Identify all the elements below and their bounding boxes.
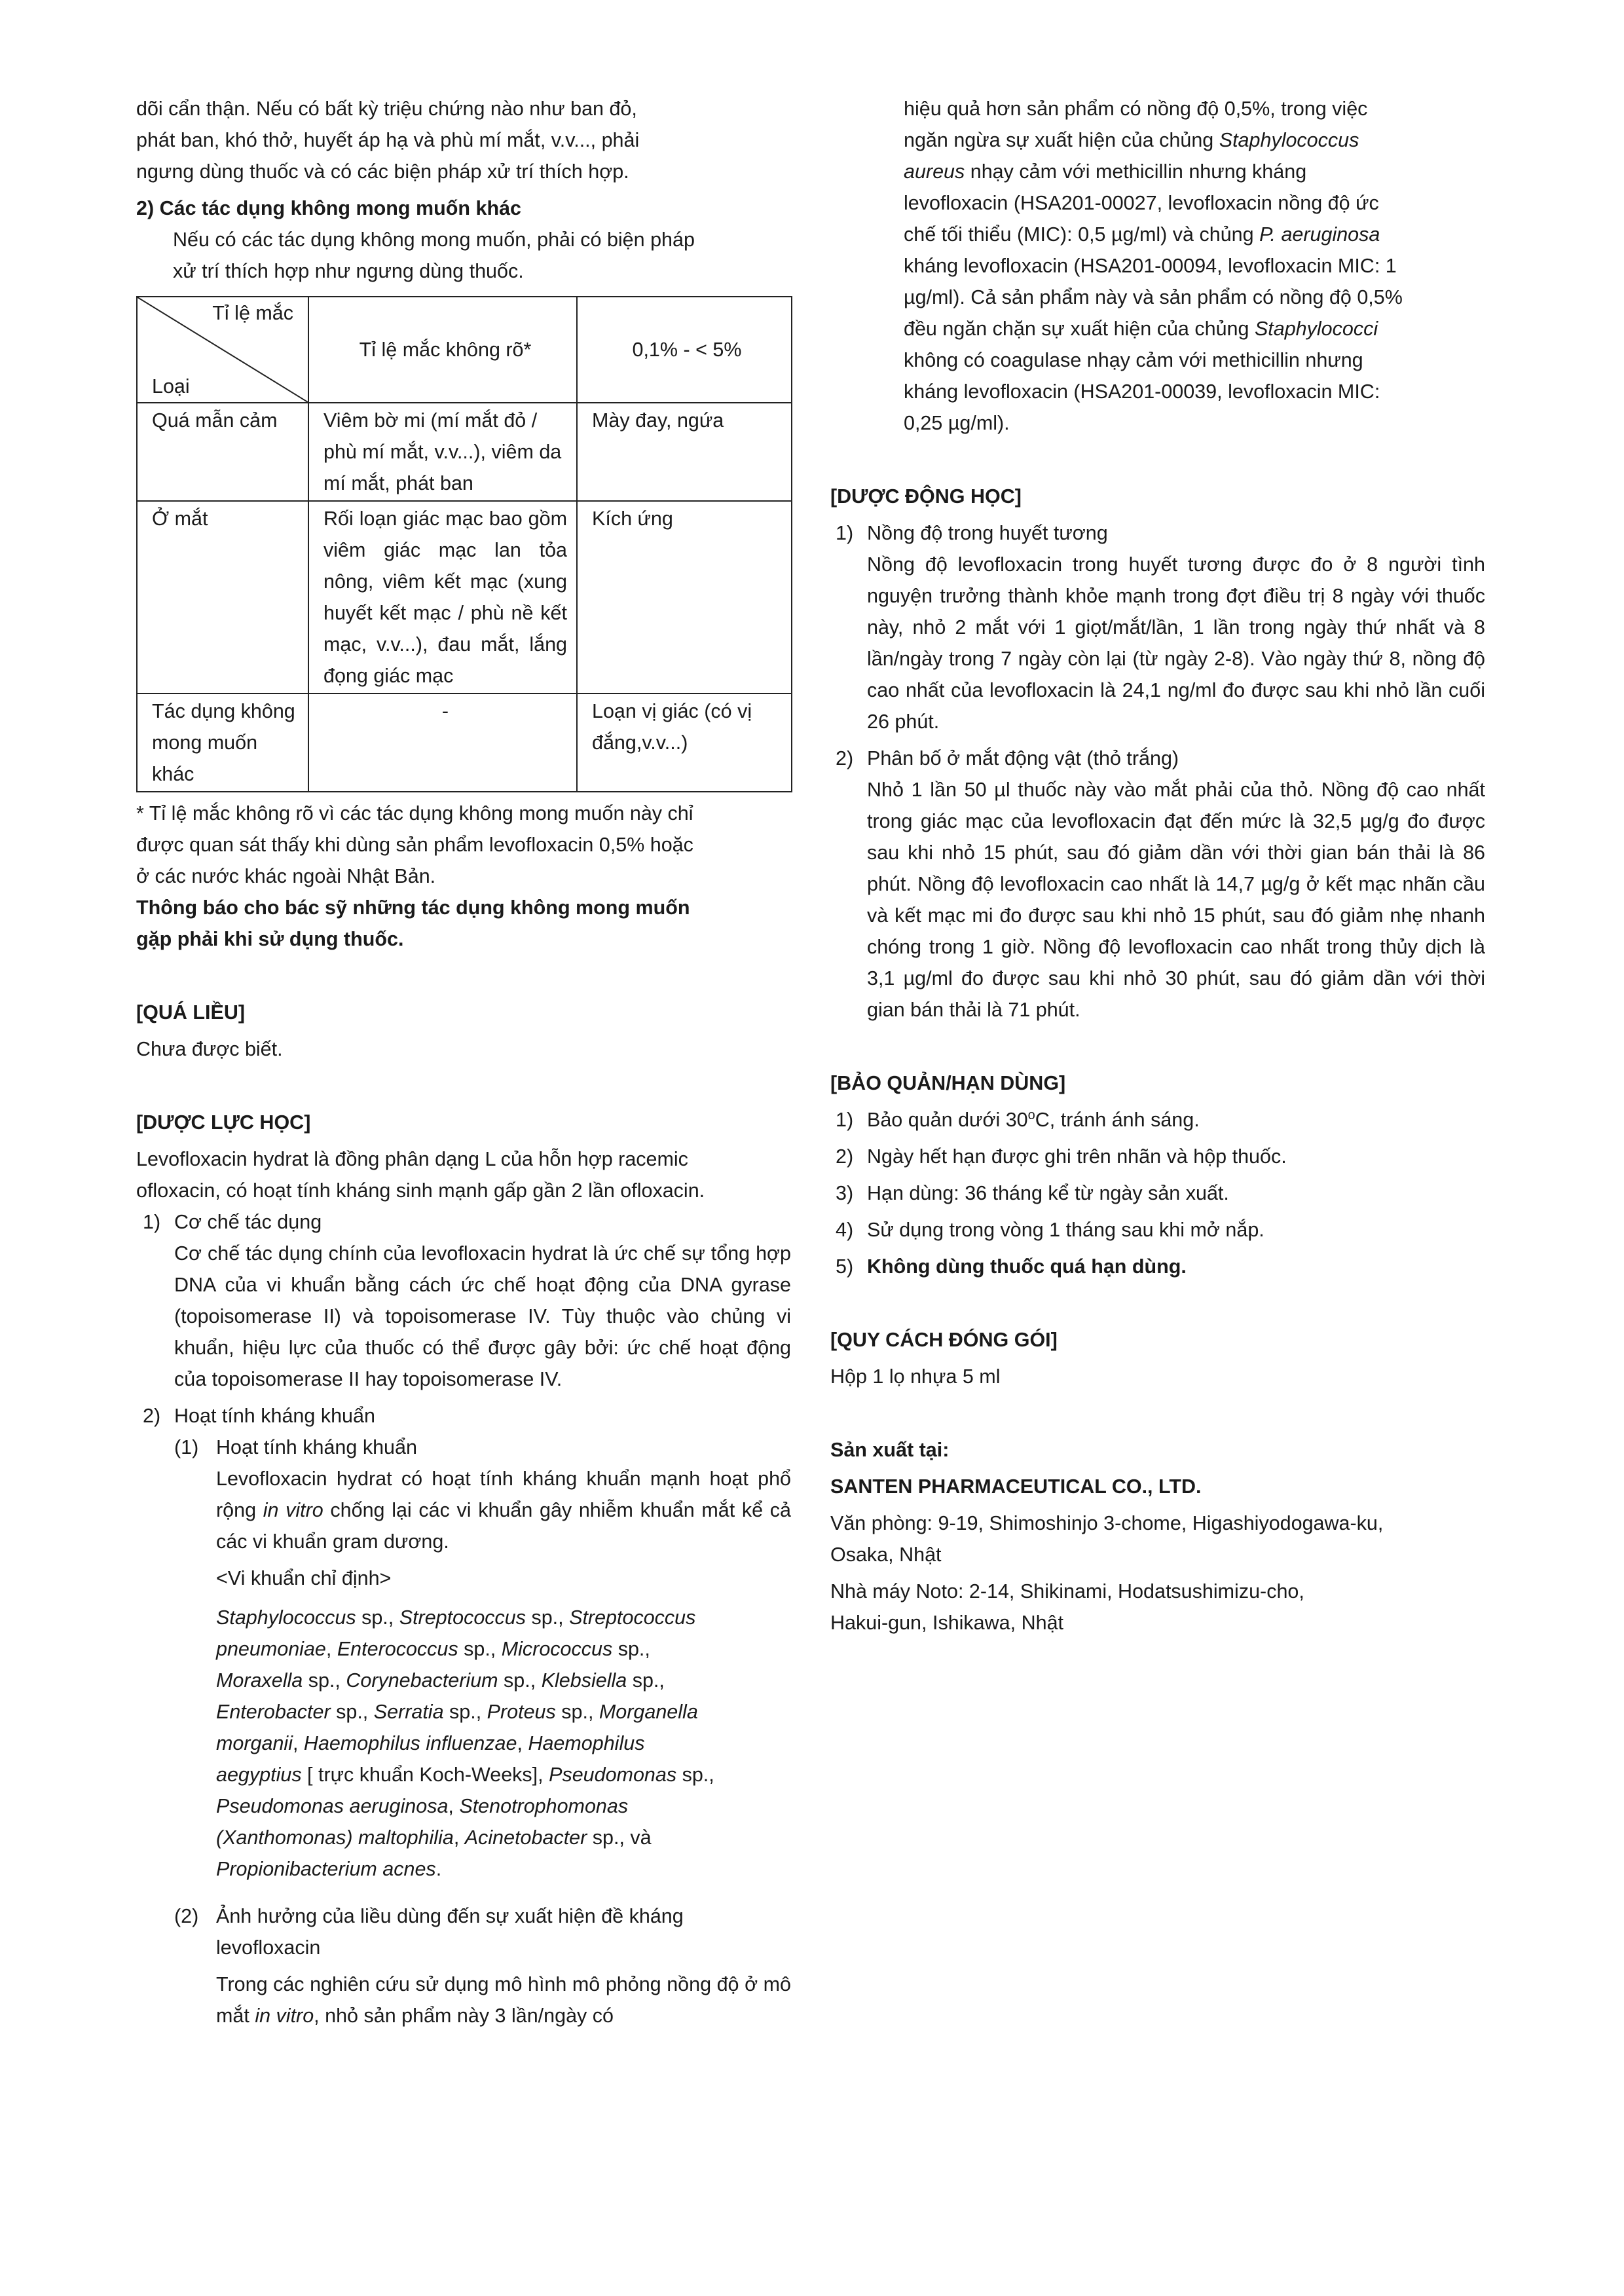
address-line: Osaka, Nhật: [830, 1544, 942, 1566]
pk-item-2: [830, 743, 1485, 774]
header-rate-range: 0,1% - < 5%: [577, 297, 792, 403]
text-part: sp.,: [676, 1764, 714, 1786]
italic-text: Acinetobacter: [464, 1826, 587, 1849]
italic-text: Klebsiella: [541, 1669, 627, 1692]
item-text: [867, 1104, 1485, 1136]
other-effects-heading: 2) Các tác dụng không mong muốn khác: [136, 197, 522, 219]
pd-intro-line: ofloxacin, có hoạt tính kháng sinh mạnh gấp gần 2 lần ofloxacin.: [136, 1179, 705, 1202]
pharmacokinetics-heading: [DƯỢC ĐỘNG HỌC]: [830, 485, 1022, 508]
pk-item-1-text: Nồng độ levofloxacin trong huyết tương được đo ở 8 người tình nguyện trưởng thành khỏe mạnh trong đợt điều trị 8 ngày với thuốc này, nhỏ 2 mắt với 1 giọt/mắt/lần, 1 lần trong ngày thứ nhất và 8 lần/ngày trong 7 ngày còn lại (từ ngày 2-8). Vào ngày thứ 8, nồng độ cao nhất của levofloxacin là 24,1 ng/ml đo được sau khi nhỏ lần cuối 26 phút.: [867, 553, 1485, 733]
row-type: Ở mắt: [137, 501, 308, 694]
italic-text: Enterococcus: [337, 1638, 458, 1660]
italic-text: Streptococcus: [399, 1606, 526, 1629]
text-part: ,: [517, 1732, 528, 1754]
bacteria-line: [216, 1633, 791, 1665]
notify-doctor-note: [136, 892, 791, 955]
footnote-line: được quan sát thấy khi dùng sản phẩm levofloxacin 0,5% hoặc: [136, 834, 693, 856]
italic-text: Propionibacterium acnes: [216, 1858, 436, 1880]
row-rate: Mày đay, ngứa: [577, 403, 792, 501]
text-part: kháng levofloxacin (HSA201-00039, levofloxacin MIC:: [904, 380, 1380, 403]
row-rate: Loạn vị giác (có vị đắng,v.v...): [577, 694, 792, 792]
italic-text: Corynebacterium: [346, 1669, 498, 1692]
item-text: Không dùng thuốc quá hạn dùng.: [867, 1255, 1187, 1278]
text-part: , nhỏ sản phẩm này 3 lần/ngày có: [314, 2005, 614, 2027]
text-part: ,: [453, 1826, 465, 1849]
table-header-row: [137, 297, 792, 403]
italic-text: aureus: [904, 160, 965, 183]
intro-line: phát ban, khó thở, huyết áp hạ và phù mí mắt, v.v..., phải: [136, 129, 640, 151]
pd-intro: [136, 1143, 791, 1206]
continuation-line: [904, 282, 1485, 313]
continuation-line: [904, 313, 1485, 344]
text-part: sp.,: [330, 1701, 374, 1723]
italic-text: P. aeruginosa: [1259, 223, 1380, 246]
item-number: 4): [836, 1219, 854, 1241]
table-row: [137, 694, 792, 792]
text-part: [ trực khuẩn Koch-Weeks],: [301, 1764, 549, 1786]
italic-text: Enterobacter: [216, 1701, 331, 1723]
continuation-line: [904, 376, 1485, 407]
intro-line: ngưng dùng thuốc và có các biện pháp xử trí thích hợp.: [136, 160, 629, 183]
item-title: Nồng độ trong huyết tương: [867, 522, 1108, 544]
other-effects-text: [136, 224, 791, 287]
right-column: [830, 93, 1485, 1639]
text-part: sp.,: [356, 1606, 399, 1629]
item-text: Sử dụng trong vòng 1 tháng sau khi mở nắp.: [867, 1219, 1264, 1241]
italic-text: Micrococcus: [501, 1638, 613, 1660]
pk-item-2-text: Nhỏ 1 lần 50 µl thuốc này vào mắt phải của thỏ. Nồng độ cao nhất trong giác mạc của levofloxacin đạt đến mức là 32,5 µg/g đo được sau khi nhỏ 15 phút, sau đó giảm dần với thời gian bán thải là 86 phút. Nồng độ levofloxacin cao nhất là 14,7 µg/g ở kết mạc nhãn cầu và kết mạc mi đo được sau khi nhỏ 15 phút, sau đó giảm nhẹ nhanh chóng trong 1 giờ. Nồng độ levofloxacin cao nhất trong thủy dịch là 3,1 µg/ml đo được sau khi nhỏ 30 phút, sau đó giảm dần với thời gian bán thải là 71 phút.: [867, 779, 1485, 1021]
notify-line: Thông báo cho bác sỹ những tác dụng không mong muốn: [136, 897, 690, 919]
text-part: ,: [292, 1732, 304, 1754]
continuation-line: [904, 219, 1485, 250]
storage-item: [830, 1104, 1485, 1136]
text-line: xử trí thích hợp như ngưng dùng thuốc.: [173, 260, 524, 282]
packaging-heading: [QUY CÁCH ĐÓNG GÓI]: [830, 1329, 1058, 1351]
text-part: Trong các nghiên cứu sử dụng mô hình mô phỏng nồng độ ở mô mắt: [216, 1973, 791, 2027]
storage-item: [830, 1214, 1485, 1246]
text-line: Nếu có các tác dụng không mong muốn, phải có biện pháp: [173, 229, 695, 251]
text-part: sp.,: [443, 1701, 487, 1723]
address-line: Hakui-gun, Ishikawa, Nhật: [830, 1612, 1064, 1634]
continuation-line: [904, 187, 1485, 219]
item-number: 5): [836, 1255, 854, 1278]
text-part: hiệu quả hơn sản phẩm có nồng độ 0,5%, trong việc: [904, 98, 1368, 120]
pd-intro-line: Levofloxacin hydrat là đồng phân dạng L của hỗn hợp racemic: [136, 1148, 688, 1170]
text-part: 0,25 µg/ml).: [904, 412, 1010, 434]
bacteria-line: [216, 1853, 791, 1885]
continuation-line: [904, 407, 1485, 439]
italic-text: Serratia: [373, 1701, 444, 1723]
continuation-line: [904, 250, 1485, 282]
italic-text: (Xanthomonas): [216, 1826, 353, 1849]
row-unknown: Rối loạn giác mạc bao gồm viêm giác mạc lan tỏa nông, viêm kết mạc (xung huyết kết mạc / phù nề kết mạc, v.v...), đau mắt, lắng đọng giác mạc: [308, 501, 577, 694]
address-line: Văn phòng: 9-19, Shimoshinjo 3-chome, Higashiyodogawa-ku,: [830, 1512, 1384, 1534]
resistance-continuation: [830, 93, 1485, 439]
manufacturer-label: Sản xuất tại:: [830, 1439, 950, 1461]
footnote-line: ở các nước khác ngoài Nhật Bản.: [136, 865, 436, 887]
item-number: (2): [174, 1905, 199, 1927]
text-part: ,: [325, 1638, 337, 1660]
indicated-bacteria-label: <Vi khuẩn chỉ định>: [216, 1567, 392, 1589]
item-title: Phân bố ở mắt động vật (thỏ trắng): [867, 747, 1179, 769]
italic-text: Staphylococci: [1254, 318, 1378, 340]
item-number: 2): [836, 747, 854, 769]
text-part: sp.,: [458, 1638, 502, 1660]
corner-cell: [137, 297, 308, 403]
italic-text: Haemophilus: [528, 1732, 645, 1754]
bacteria-line: [216, 1696, 791, 1728]
text-part: không có coagulase nhạy cảm với methicillin nhưng: [904, 349, 1363, 371]
italic-text: Haemophilus: [303, 1732, 420, 1754]
continuation-line: [904, 93, 1485, 124]
italic-text: Proteus: [487, 1701, 556, 1723]
italic-text: maltophilia: [358, 1826, 454, 1849]
italic-text: Moraxella: [216, 1669, 303, 1692]
text-part: sp.,: [526, 1606, 570, 1629]
text-part: sp., và: [587, 1826, 652, 1849]
text-part: levofloxacin (HSA201-00027, levofloxacin nồng độ ức: [904, 192, 1379, 214]
manufacturer-name: SANTEN PHARMACEUTICAL CO., LTD.: [830, 1475, 1202, 1498]
mechanism-text: Cơ chế tác dụng chính của levofloxacin hydrat là ức chế sự tổng hợp DNA của vi khuẩn bằng cách ức chế hoạt động của DNA gyrase (topoisomerase II) và topoisomerase IV. Tùy thuộc vào chủng vi khuẩn, hiệu lực của thuốc có thể được gây bởi: ức chế hoạt động của topoisomerase II hay topoisomerase IV.: [174, 1242, 791, 1390]
bacteria-list: [136, 1602, 791, 1885]
item-text: Ngày hết hạn được ghi trên nhãn và hộp thuốc.: [867, 1145, 1287, 1168]
antibacterial-sub2: [136, 1900, 791, 1963]
italic-text: Streptococcus: [569, 1606, 696, 1629]
bacteria-line: [216, 1665, 791, 1696]
item-number: 2): [143, 1405, 161, 1427]
antibacterial-item: [136, 1400, 791, 1432]
item-number: (1): [174, 1436, 199, 1458]
left-column: [136, 93, 791, 2031]
text-part: Bảo quản dưới 30: [867, 1109, 1028, 1131]
italic-text: Staphylococcus: [1219, 129, 1359, 151]
text-part: C, tránh ánh sáng.: [1035, 1109, 1200, 1131]
row-unknown: Viêm bờ mi (mí mắt đỏ / phù mí mắt, v.v...), viêm da mí mắt, phát ban: [308, 403, 577, 501]
item-title: Hoạt tính kháng khuẩn: [174, 1405, 375, 1427]
item-title: Hoạt tính kháng khuẩn: [216, 1436, 417, 1458]
bacteria-line: [216, 1602, 791, 1633]
italic-text: aeruginosa: [349, 1795, 449, 1817]
pk-item-1: [830, 517, 1485, 549]
continuation-line: [904, 156, 1485, 187]
antibacterial-sub1: [136, 1432, 791, 1463]
intro-line: dõi cẩn thận. Nếu có bất kỳ triệu chứng nào như ban đỏ,: [136, 98, 637, 120]
text-part: ngăn ngừa sự xuất hiện của chủng: [904, 129, 1219, 151]
notify-line: gặp phải khi sử dụng thuốc.: [136, 928, 404, 950]
text-part-italic: in vitro: [263, 1499, 323, 1521]
italic-text: morganii: [216, 1732, 293, 1754]
item-number: 3): [836, 1182, 854, 1204]
storage-item: [830, 1141, 1485, 1172]
row-type: Quá mẫn cảm: [137, 403, 308, 501]
text-part: .: [435, 1858, 442, 1880]
storage-heading: [BẢO QUẢN/HẠN DÙNG]: [830, 1072, 1066, 1094]
footnote-line: * Tỉ lệ mắc không rõ vì các tác dụng không mong muốn này chỉ: [136, 802, 693, 824]
row-rate: Kích ứng: [577, 501, 792, 694]
text-part: µg/ml). Cả sản phẩm này và sản phẩm có nồng độ 0,5%: [904, 286, 1403, 308]
address-line: Nhà máy Noto: 2-14, Shikinami, Hodatsushimizu-cho,: [830, 1580, 1304, 1602]
italic-text: Stenotrophomonas: [459, 1795, 629, 1817]
text-part: sp.,: [627, 1669, 665, 1692]
table-row: [137, 403, 792, 501]
text-part: nhạy cảm với methicillin nhưng kháng: [965, 160, 1307, 183]
storage-list: [830, 1104, 1485, 1282]
overdose-heading: [QUÁ LIỀU]: [136, 1001, 246, 1024]
header-unknown-rate: Tỉ lệ mắc không rõ*: [308, 297, 577, 403]
bacteria-line: [216, 1759, 791, 1790]
text-part-italic: in vitro: [255, 2005, 314, 2027]
bacteria-line: [216, 1790, 791, 1822]
text-part: [353, 1826, 358, 1849]
italic-text: aegyptius: [216, 1764, 302, 1786]
antibacterial-sub1-text: [136, 1463, 791, 1557]
text-part: sp.,: [612, 1638, 650, 1660]
text-part: kháng levofloxacin (HSA201-00094, levofloxacin MIC: 1: [904, 255, 1397, 277]
factory-address: [830, 1576, 1485, 1639]
bacteria-line: [216, 1728, 791, 1759]
corner-label-type: Loại: [152, 375, 190, 398]
pharmacodynamics-heading: [DƯỢC LỰC HỌC]: [136, 1111, 311, 1134]
bacteria-line: [216, 1822, 791, 1853]
item-text: Hạn dùng: 36 tháng kể từ ngày sản xuất.: [867, 1182, 1229, 1204]
item-number: 1): [143, 1211, 161, 1233]
text-part: ,: [448, 1795, 460, 1817]
text-part: sp.,: [555, 1701, 599, 1723]
antibacterial-sub2-text: [136, 1969, 791, 2031]
item-title: Cơ chế tác dụng: [174, 1211, 322, 1233]
italic-text: influenzae: [426, 1732, 517, 1754]
text-part: chế tối thiểu (MIC): 0,5 µg/ml) và chủng: [904, 223, 1260, 246]
italic-text: Pseudomonas: [549, 1764, 677, 1786]
text-part: chống lại các vi khuẩn gây nhiễm khuẩn mắt kể cả các vi khuẩn gram dương.: [216, 1499, 791, 1553]
row-type: Tác dụng không mong muốn khác: [137, 694, 308, 792]
italic-text: Pseudomonas: [216, 1795, 344, 1817]
continuation-line: [904, 344, 1485, 376]
row-unknown: -: [308, 694, 577, 792]
italic-text: Morganella: [599, 1701, 698, 1723]
text-part: Levofloxacin hydrat có hoạt tính kháng khuẩn mạnh hoạt phổ rộng: [216, 1468, 791, 1521]
adverse-effects-table: [136, 296, 792, 792]
item-number: 2): [836, 1145, 854, 1168]
degree-sup: o: [1027, 1107, 1035, 1122]
table-footnote: [136, 798, 791, 892]
intro-paragraph: [136, 93, 791, 187]
italic-text: pneumoniae: [216, 1638, 326, 1660]
storage-item: [830, 1251, 1485, 1282]
italic-text: Staphylococcus: [216, 1606, 356, 1629]
item-title: Ảnh hưởng của liều dùng đến sự xuất hiện đề kháng levofloxacin: [216, 1905, 684, 1959]
storage-item: [830, 1177, 1485, 1209]
text-part: sp.,: [498, 1669, 542, 1692]
mechanism-item: [136, 1206, 791, 1238]
text-part: đều ngăn chặn sự xuất hiện của chủng: [904, 318, 1255, 340]
overdose-text: Chưa được biết.: [136, 1038, 283, 1060]
item-number: 1): [836, 522, 854, 544]
corner-label-rate: Tỉ lệ mắc: [212, 302, 293, 324]
continuation-line: [904, 124, 1485, 156]
table-row: [137, 501, 792, 694]
text-part: sp.,: [303, 1669, 346, 1692]
office-address: [830, 1508, 1485, 1570]
packaging-text: Hộp 1 lọ nhựa 5 ml: [830, 1365, 1001, 1388]
item-number: 1): [836, 1109, 854, 1131]
